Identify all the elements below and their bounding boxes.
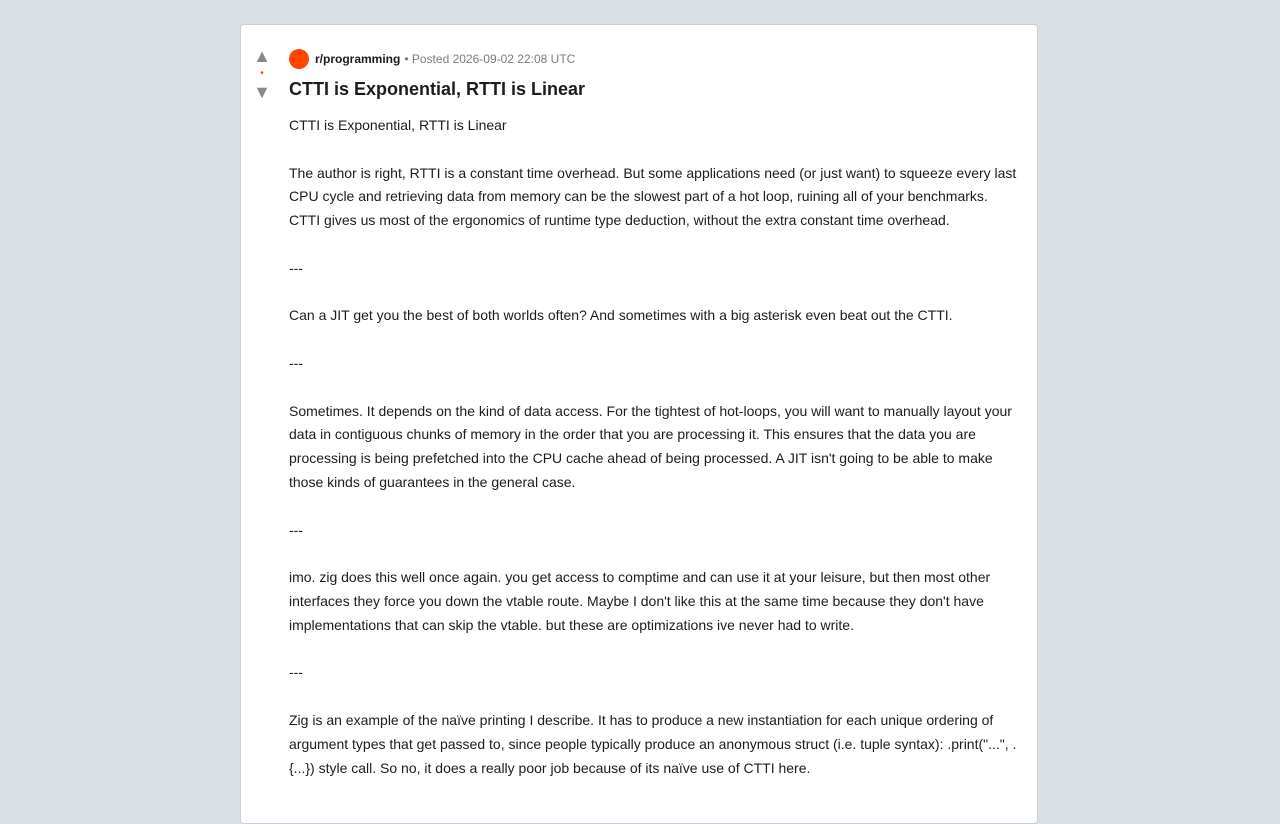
post-card xyxy=(240,24,1038,824)
vote-column xyxy=(249,47,275,101)
post-separator: --- xyxy=(289,521,303,538)
post-separator: --- xyxy=(289,259,303,276)
post-paragraph: imo. zig does this well once again. you get access to comptime and can use it at your leisure, but then most other interfaces they force you down the vtable route. Maybe I don't like this at the same time because they don't have implementations that can skip the vtable. but these are optimizations ive never had to write. xyxy=(289,569,991,633)
post-paragraph: Can a JIT get you the best of both worlds often? And sometimes with a big asterisk even beat out the CTTI. xyxy=(289,307,953,324)
post-paragraph: Zig is an example of the naïve printing I describe. It has to produce a new instantiation for each unique ordering of argument types that get passed to, since people typically produce an anonymous struct (i.e. tuple syntax): .print("...", .{...}) style call. So no, it does a really poor job because of its naïve use of CTTI here. xyxy=(289,711,1017,776)
post-paragraph: Sometimes. It depends on the kind of data access. For the tightest of hot-loops, you will want to manually layout your data in contiguous chunks of memory in the order that you are processing it. This ensures that the data you are processing is being prefetched into the CPU cache ahead of being processed. A JIT isn't going to be able to make those kinds of guarantees in the general case. xyxy=(289,402,1012,490)
post-separator: --- xyxy=(289,664,303,681)
post-body xyxy=(289,114,1017,780)
post-paragraph: CTTI is Exponential, RTTI is Linear xyxy=(289,117,507,133)
post-timestamp: • Posted 2026-09-02 22:08 UTC xyxy=(404,52,576,66)
subreddit-link[interactable]: r/programming xyxy=(315,52,401,66)
post-content xyxy=(289,49,1017,804)
post-separator: --- xyxy=(289,354,303,371)
upvote-icon[interactable]: ▲ xyxy=(253,46,271,66)
downvote-icon[interactable]: ▼ xyxy=(253,82,271,102)
vote-score: • xyxy=(260,68,264,79)
post-meta xyxy=(289,49,1017,69)
subreddit-avatar-icon[interactable] xyxy=(289,49,309,69)
post-title[interactable]: CTTI is Exponential, RTTI is Linear xyxy=(289,79,586,99)
post-paragraph: The author is right, RTTI is a constant time overhead. But some applications need (or just want) to squeeze every last CPU cycle and retrieving data from memory can be the slowest part of a hot loop, ruining all of your benchmarks. CTTI gives us most of the ergonomics of runtime type deduction, without the extra constant time overhead. xyxy=(289,164,1017,229)
